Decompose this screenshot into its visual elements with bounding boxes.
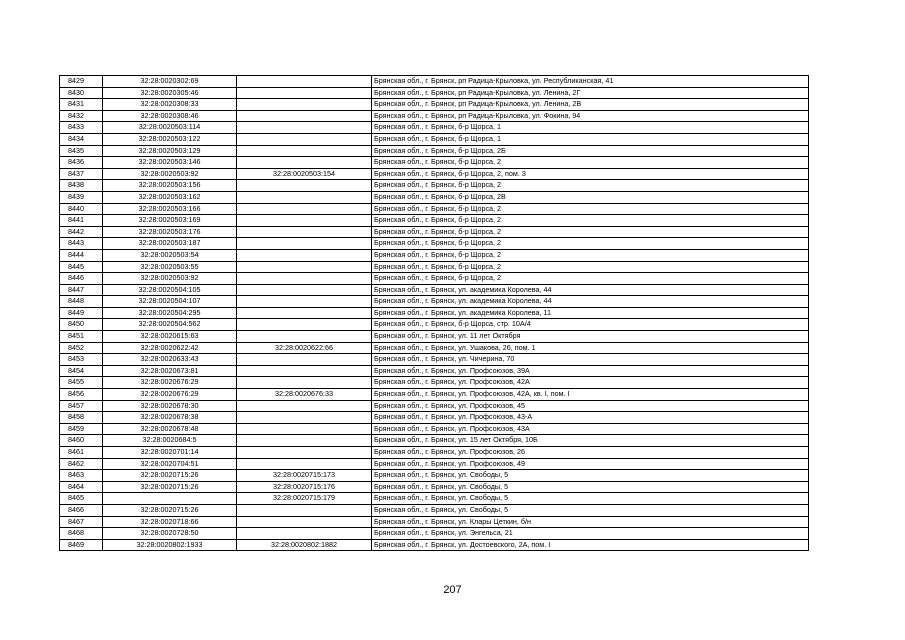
table-row: [60, 76, 809, 88]
cadastral-number-cell: 32:28:0020503:54: [103, 249, 237, 261]
related-cadastral-number-cell: [237, 203, 372, 215]
cadastral-number-cell: 32:28:0020701:14: [103, 447, 237, 459]
table-row: [60, 354, 809, 366]
related-cadastral-number-cell: [237, 238, 372, 250]
related-cadastral-number-cell: [237, 122, 372, 134]
related-cadastral-number-cell: [237, 435, 372, 447]
row-number-cell: 8436: [60, 157, 103, 169]
related-cadastral-number-cell: [237, 273, 372, 285]
row-number-cell: 8442: [60, 226, 103, 238]
table-row: [60, 516, 809, 528]
cadastral-number-cell: 32:28:0020676:29: [103, 389, 237, 401]
table-body: [60, 76, 809, 551]
row-number-cell: 8443: [60, 238, 103, 250]
address-cell: Брянская обл., г. Брянск, б-р Щорса, 2: [372, 180, 809, 192]
cadastral-number-cell: 32:28:0020305:46: [103, 87, 237, 99]
table-row: [60, 226, 809, 238]
address-cell: Брянская обл., г. Брянск, б-р Щорса, 2, пом. 3: [372, 168, 809, 180]
table-row: [60, 400, 809, 412]
table-row: [60, 238, 809, 250]
row-number-cell: 8447: [60, 284, 103, 296]
cadastral-number-cell: 32:28:0020615:63: [103, 331, 237, 343]
cadastral-number-cell: 32:28:0020633:43: [103, 354, 237, 366]
address-cell: Брянская обл., г. Брянск, ул. Ушакова, 26, пом. 1: [372, 342, 809, 354]
address-cell: Брянская обл., г. Брянск, рп Радица-Крыловка, ул. Республиканская, 41: [372, 76, 809, 88]
table-row: [60, 307, 809, 319]
cadastral-number-cell: 32:28:0020503:187: [103, 238, 237, 250]
address-cell: Брянская обл., г. Брянск, ул. академика Королева, 11: [372, 307, 809, 319]
address-cell: Брянская обл., г. Брянск, б-р Щорса, 1: [372, 122, 809, 134]
row-number-cell: 8467: [60, 516, 103, 528]
related-cadastral-number-cell: [237, 284, 372, 296]
related-cadastral-number-cell: [237, 377, 372, 389]
related-cadastral-number-cell: [237, 215, 372, 227]
row-number-cell: 8444: [60, 249, 103, 261]
table-row: [60, 133, 809, 145]
cadastral-number-cell: 32:28:0020718:66: [103, 516, 237, 528]
address-cell: Брянская обл., г. Брянск, б-р Щорса, 2: [372, 203, 809, 215]
address-cell: Брянская обл., г. Брянск, ул. Профсоюзов, 43-А: [372, 412, 809, 424]
related-cadastral-number-cell: [237, 423, 372, 435]
address-cell: Брянская обл., г. Брянск, ул. Свободы, 5: [372, 504, 809, 516]
registry-table: [59, 75, 809, 551]
address-cell: Брянская обл., г. Брянск, ул. Свободы, 5: [372, 470, 809, 482]
address-cell: Брянская обл., г. Брянск, б-р Щорса, 2: [372, 249, 809, 261]
cadastral-number-cell: 32:28:0020503:114: [103, 122, 237, 134]
row-number-cell: 8465: [60, 493, 103, 505]
related-cadastral-number-cell: 32:28:0020715:176: [237, 481, 372, 493]
related-cadastral-number-cell: [237, 157, 372, 169]
table-row: [60, 493, 809, 505]
cadastral-number-cell: 32:28:0020715:26: [103, 481, 237, 493]
related-cadastral-number-cell: [237, 447, 372, 459]
table-row: [60, 412, 809, 424]
address-cell: Брянская обл., г. Брянск, ул. Достоевского, 2А, пом. I: [372, 539, 809, 551]
related-cadastral-number-cell: 32:28:0020715:173: [237, 470, 372, 482]
cadastral-number-cell: 32:28:0020503:92: [103, 273, 237, 285]
cadastral-number-cell: 32:28:0020503:166: [103, 203, 237, 215]
table-row: [60, 87, 809, 99]
table-row: [60, 99, 809, 111]
cadastral-number-cell: 32:28:0020503:129: [103, 145, 237, 157]
table-row: [60, 377, 809, 389]
row-number-cell: 8445: [60, 261, 103, 273]
address-cell: Брянская обл., г. Брянск, ул. Профсоюзов, 39А: [372, 365, 809, 377]
table-row: [60, 342, 809, 354]
address-cell: Брянская обл., г. Брянск, ул. Клары Цеткин, б/н: [372, 516, 809, 528]
row-number-cell: 8450: [60, 319, 103, 331]
row-number-cell: 8459: [60, 423, 103, 435]
table-row: [60, 157, 809, 169]
row-number-cell: 8440: [60, 203, 103, 215]
page-number: 207: [443, 584, 462, 596]
row-number-cell: 8464: [60, 481, 103, 493]
cadastral-number-cell: 32:28:0020504:295: [103, 307, 237, 319]
table-row: [60, 191, 809, 203]
table-row: [60, 539, 809, 551]
related-cadastral-number-cell: [237, 87, 372, 99]
related-cadastral-number-cell: [237, 133, 372, 145]
cadastral-number-cell: 32:28:0020678:38: [103, 412, 237, 424]
related-cadastral-number-cell: [237, 110, 372, 122]
table-row: [60, 203, 809, 215]
related-cadastral-number-cell: [237, 226, 372, 238]
cadastral-number-cell: 32:28:0020503:156: [103, 180, 237, 192]
related-cadastral-number-cell: [237, 400, 372, 412]
table-row: [60, 447, 809, 459]
table-row: [60, 319, 809, 331]
related-cadastral-number-cell: [237, 365, 372, 377]
related-cadastral-number-cell: [237, 354, 372, 366]
table-row: [60, 458, 809, 470]
row-number-cell: 8429: [60, 76, 103, 88]
related-cadastral-number-cell: 32:28:0020715:179: [237, 493, 372, 505]
row-number-cell: 8452: [60, 342, 103, 354]
address-cell: Брянская обл., г. Брянск, б-р Щорса, 1: [372, 133, 809, 145]
address-cell: Брянская обл., г. Брянск, ул. Профсоюзов, 49: [372, 458, 809, 470]
row-number-cell: 8456: [60, 389, 103, 401]
row-number-cell: 8434: [60, 133, 103, 145]
table-row: [60, 261, 809, 273]
cadastral-number-cell: 32:28:0020503:122: [103, 133, 237, 145]
address-cell: Брянская обл., г. Брянск, б-р Щорса, 2В: [372, 191, 809, 203]
address-cell: Брянская обл., г. Брянск, б-р Щорса, 2: [372, 157, 809, 169]
cadastral-number-cell: 32:28:0020678:48: [103, 423, 237, 435]
cadastral-number-cell: 32:28:0020622:42: [103, 342, 237, 354]
address-cell: Брянская обл., г. Брянск, ул. 11 лет Октября: [372, 331, 809, 343]
row-number-cell: 8453: [60, 354, 103, 366]
address-cell: Брянская обл., г. Брянск, рп Радица-Крыловка, ул. Ленина, 2В: [372, 99, 809, 111]
related-cadastral-number-cell: [237, 191, 372, 203]
row-number-cell: 8468: [60, 528, 103, 540]
address-cell: Брянская обл., г. Брянск, ул. Профсоюзов, 42А: [372, 377, 809, 389]
address-cell: Брянская обл., г. Брянск, рп Радица-Крыловка, ул. Фокина, 94: [372, 110, 809, 122]
address-cell: Брянская обл., г. Брянск, ул. Профсоюзов, 26: [372, 447, 809, 459]
row-number-cell: 8437: [60, 168, 103, 180]
cadastral-number-cell: 32:28:0020715:26: [103, 470, 237, 482]
address-cell: Брянская обл., г. Брянск, ул. Энгельса, 21: [372, 528, 809, 540]
row-number-cell: 8433: [60, 122, 103, 134]
table-row: [60, 296, 809, 308]
cadastral-number-cell: 32:28:0020308:33: [103, 99, 237, 111]
row-number-cell: 8454: [60, 365, 103, 377]
related-cadastral-number-cell: [237, 180, 372, 192]
row-number-cell: 8457: [60, 400, 103, 412]
cadastral-number-cell: 32:28:0020684:5: [103, 435, 237, 447]
table-row: [60, 249, 809, 261]
related-cadastral-number-cell: [237, 504, 372, 516]
related-cadastral-number-cell: [237, 412, 372, 424]
address-cell: Брянская обл., г. Брянск, б-р Щорса, 2: [372, 238, 809, 250]
address-cell: Брянская обл., г. Брянск, ул. Профсоюзов, 43А: [372, 423, 809, 435]
address-cell: Брянская обл., г. Брянск, б-р Щорса, 2: [372, 226, 809, 238]
related-cadastral-number-cell: [237, 516, 372, 528]
row-number-cell: 8430: [60, 87, 103, 99]
table-row: [60, 435, 809, 447]
row-number-cell: 8432: [60, 110, 103, 122]
row-number-cell: 8469: [60, 539, 103, 551]
related-cadastral-number-cell: [237, 528, 372, 540]
related-cadastral-number-cell: [237, 296, 372, 308]
table-row: [60, 168, 809, 180]
row-number-cell: 8463: [60, 470, 103, 482]
table-row: [60, 389, 809, 401]
address-cell: Брянская обл., г. Брянск, ул. Свободы, 5: [372, 493, 809, 505]
table-row: [60, 273, 809, 285]
related-cadastral-number-cell: [237, 145, 372, 157]
address-cell: Брянская обл., г. Брянск, б-р Щорса, 2Б: [372, 145, 809, 157]
related-cadastral-number-cell: [237, 99, 372, 111]
row-number-cell: 8439: [60, 191, 103, 203]
address-cell: Брянская обл., г. Брянск, ул. Профсоюзов, 42А, кв. I, пом. I: [372, 389, 809, 401]
cadastral-number-cell: 32:28:0020802:1933: [103, 539, 237, 551]
cadastral-number-cell: 32:28:0020504:562: [103, 319, 237, 331]
row-number-cell: 8431: [60, 99, 103, 111]
row-number-cell: 8435: [60, 145, 103, 157]
row-number-cell: 8438: [60, 180, 103, 192]
cadastral-number-cell: 32:28:0020504:107: [103, 296, 237, 308]
row-number-cell: 8466: [60, 504, 103, 516]
cadastral-number-cell: 32:28:0020715:26: [103, 504, 237, 516]
related-cadastral-number-cell: [237, 458, 372, 470]
row-number-cell: 8451: [60, 331, 103, 343]
row-number-cell: 8462: [60, 458, 103, 470]
address-cell: Брянская обл., г. Брянск, ул. Свободы, 5: [372, 481, 809, 493]
table-row: [60, 284, 809, 296]
cadastral-number-cell: 32:28:0020503:176: [103, 226, 237, 238]
table-row: [60, 470, 809, 482]
row-number-cell: 8461: [60, 447, 103, 459]
related-cadastral-number-cell: [237, 261, 372, 273]
table-row: [60, 110, 809, 122]
row-number-cell: 8455: [60, 377, 103, 389]
row-number-cell: 8446: [60, 273, 103, 285]
table-row: [60, 331, 809, 343]
cadastral-number-cell: 32:28:0020308:46: [103, 110, 237, 122]
related-cadastral-number-cell: 32:28:0020802:1882: [237, 539, 372, 551]
table-row: [60, 481, 809, 493]
address-cell: Брянская обл., г. Брянск, ул. академика Королева, 44: [372, 284, 809, 296]
table-row: [60, 528, 809, 540]
address-cell: Брянская обл., г. Брянск, б-р Щорса, 2: [372, 261, 809, 273]
cadastral-number-cell: 32:28:0020503:146: [103, 157, 237, 169]
address-cell: Брянская обл., г. Брянск, ул. 15 лет Октября, 10Б: [372, 435, 809, 447]
cadastral-number-cell: 32:28:0020503:55: [103, 261, 237, 273]
address-cell: Брянская обл., г. Брянск, рп Радица-Крыловка, ул. Ленина, 2Г: [372, 87, 809, 99]
cadastral-number-cell: 32:28:0020704:51: [103, 458, 237, 470]
address-cell: Брянская обл., г. Брянск, ул. Чичерина, 70: [372, 354, 809, 366]
related-cadastral-number-cell: [237, 76, 372, 88]
table-row: [60, 423, 809, 435]
cadastral-number-cell: 32:28:0020504:105: [103, 284, 237, 296]
related-cadastral-number-cell: 32:28:0020503:154: [237, 168, 372, 180]
row-number-cell: 8441: [60, 215, 103, 227]
table-row: [60, 180, 809, 192]
related-cadastral-number-cell: [237, 307, 372, 319]
cadastral-number-cell: [103, 493, 237, 505]
cadastral-number-cell: 32:28:0020503:169: [103, 215, 237, 227]
table-row: [60, 215, 809, 227]
cadastral-number-cell: 32:28:0020678:30: [103, 400, 237, 412]
table-row: [60, 145, 809, 157]
row-number-cell: 8448: [60, 296, 103, 308]
address-cell: Брянская обл., г. Брянск, ул. Профсоюзов, 45: [372, 400, 809, 412]
cadastral-number-cell: 32:28:0020503:92: [103, 168, 237, 180]
cadastral-number-cell: 32:28:0020676:29: [103, 377, 237, 389]
cadastral-number-cell: 32:28:0020728:50: [103, 528, 237, 540]
row-number-cell: 8458: [60, 412, 103, 424]
cadastral-number-cell: 32:28:0020673:81: [103, 365, 237, 377]
row-number-cell: 8460: [60, 435, 103, 447]
address-cell: Брянская обл., г. Брянск, ул. академика Королева, 44: [372, 296, 809, 308]
table-row: [60, 365, 809, 377]
related-cadastral-number-cell: [237, 249, 372, 261]
related-cadastral-number-cell: 32:28:0020622:66: [237, 342, 372, 354]
table-row: [60, 122, 809, 134]
table-row: [60, 504, 809, 516]
related-cadastral-number-cell: [237, 331, 372, 343]
row-number-cell: 8449: [60, 307, 103, 319]
cadastral-number-cell: 32:28:0020503:162: [103, 191, 237, 203]
address-cell: Брянская обл., г. Брянск, б-р Щорса, стр. 10А/4: [372, 319, 809, 331]
related-cadastral-number-cell: 32:28:0020676:33: [237, 389, 372, 401]
address-cell: Брянская обл., г. Брянск, б-р Щорса, 2: [372, 273, 809, 285]
related-cadastral-number-cell: [237, 319, 372, 331]
cadastral-number-cell: 32:28:0020302:69: [103, 76, 237, 88]
address-cell: Брянская обл., г. Брянск, б-р Щорса, 2: [372, 215, 809, 227]
